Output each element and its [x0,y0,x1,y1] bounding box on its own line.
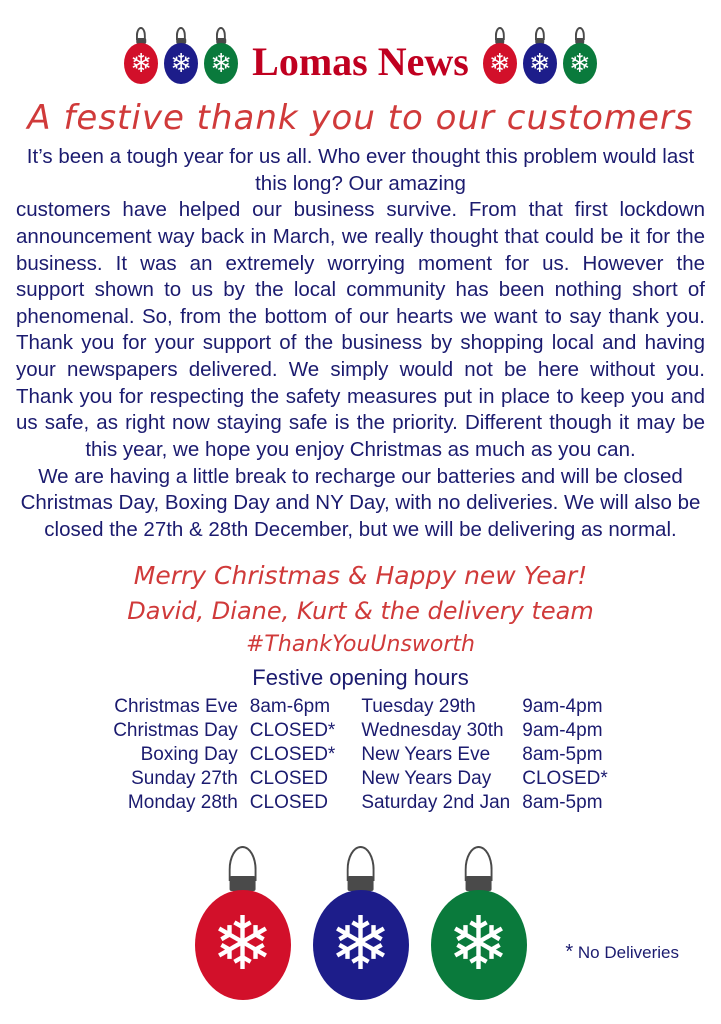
hours-day: Wednesday 30th [361,719,504,741]
opening-hours-left-column [113,695,335,815]
snowflake-icon: ❄ [447,902,510,986]
snowflake-icon: ❄ [329,902,392,986]
hours-day: Christmas Eve [114,695,238,717]
hours-day: New Years Day [361,767,492,789]
snowflake-icon: ❄ [568,48,591,79]
table-row [361,719,607,743]
masthead-title: Lomas News [252,38,469,84]
table-row [113,719,335,743]
snowflake-icon: ❄ [130,48,153,79]
green-bauble-icon [204,38,238,84]
green-bauble-icon [431,876,527,1000]
signoff-hashtag: #ThankYouUnsworth [246,631,475,657]
hours-day: Monday 28th [127,791,238,813]
table-row [361,791,607,815]
red-bauble-icon [483,38,517,84]
hours-value: 9am-4pm [522,719,603,741]
hours-value: 8am-5pm [522,743,603,765]
signoff-names: David, Diane, Kurt & the delivery team [127,596,594,625]
table-row [113,767,335,791]
hours-day: Tuesday 29th [361,695,476,717]
table-row [113,743,335,767]
table-row [361,695,607,719]
hours-day: New Years Eve [361,743,491,765]
snowflake-icon: ❄ [210,48,233,79]
snowflake-icon: ❄ [211,902,274,986]
red-bauble-icon [195,876,291,1000]
bauble-cap [465,876,492,891]
table-row [113,791,335,815]
footnote-asterisk: * [565,941,574,963]
footer [0,864,721,1014]
blue-bauble-icon [523,38,557,84]
hours-day: Christmas Day [113,719,238,741]
snowflake-icon: ❄ [488,48,511,79]
blue-bauble-icon [164,38,198,84]
paragraph-intro: It’s been a tough year for us all. Who ever thought this problem would last this long? Our amazing [26,145,695,195]
page-title: A festive thank you to our customers [27,98,694,138]
hours-value: 8am-5pm [522,791,603,813]
green-bauble-icon [563,38,597,84]
hours-value: CLOSED [249,767,328,789]
bauble-cap [229,876,256,891]
footnote-text: No Deliveries [577,943,679,962]
hours-value: CLOSED [249,791,328,813]
paragraph-closures: We are having a little break to recharge our batteries and will be closed Christmas Day, Boxing Day and NY Day, with no deliveries. We will also be closed the 27th & 28th December, but we will be delivering as normal. [20,464,701,541]
article-body [8,144,713,544]
hours-value: 9am-4pm [522,695,603,717]
snowflake-icon: ❄ [528,48,551,79]
snowflake-icon: ❄ [170,48,193,79]
footnote [565,941,679,964]
table-row [113,695,335,719]
bauble-cap [347,876,374,891]
hours-value: CLOSED* [249,743,336,765]
paragraph-main: customers have helped our business survive. From that first lockdown announcement way back in March, we really thought that could be it for the business. It was an extremely worrying moment for us. However the support shown to us by the local community has been nothing short of phenomenal. So, from the bottom of our hearts we want to say thank you. Thank you for your support of the business by shopping local and having your newspapers delivered. We simply would not be here without you. Thank you for respecting the safety measures put in place to keep you and us safe, as right now staying safe is the priority. Different though it may be this year, we hope you enjoy Christmas as much as you can. [16,198,705,462]
blue-bauble-icon [313,876,409,1000]
table-row [361,743,607,767]
footer-ornaments [195,876,527,1000]
hours-day: Boxing Day [140,743,238,765]
masthead-header [8,0,713,92]
opening-hours-table [8,695,713,815]
red-bauble-icon [124,38,158,84]
opening-hours-right-column [361,695,607,815]
table-row [361,767,607,791]
hours-value: CLOSED* [522,767,608,789]
opening-hours-title: Festive opening hours [252,664,469,690]
signoff-greeting: Merry Christmas & Happy new Year! [133,560,588,590]
hours-day: Sunday 27th [131,767,238,789]
signoff-block [8,558,713,661]
hours-day: Saturday 2nd Jan [361,791,511,813]
hours-value: 8am-6pm [249,695,331,717]
hours-value: CLOSED* [249,719,336,741]
